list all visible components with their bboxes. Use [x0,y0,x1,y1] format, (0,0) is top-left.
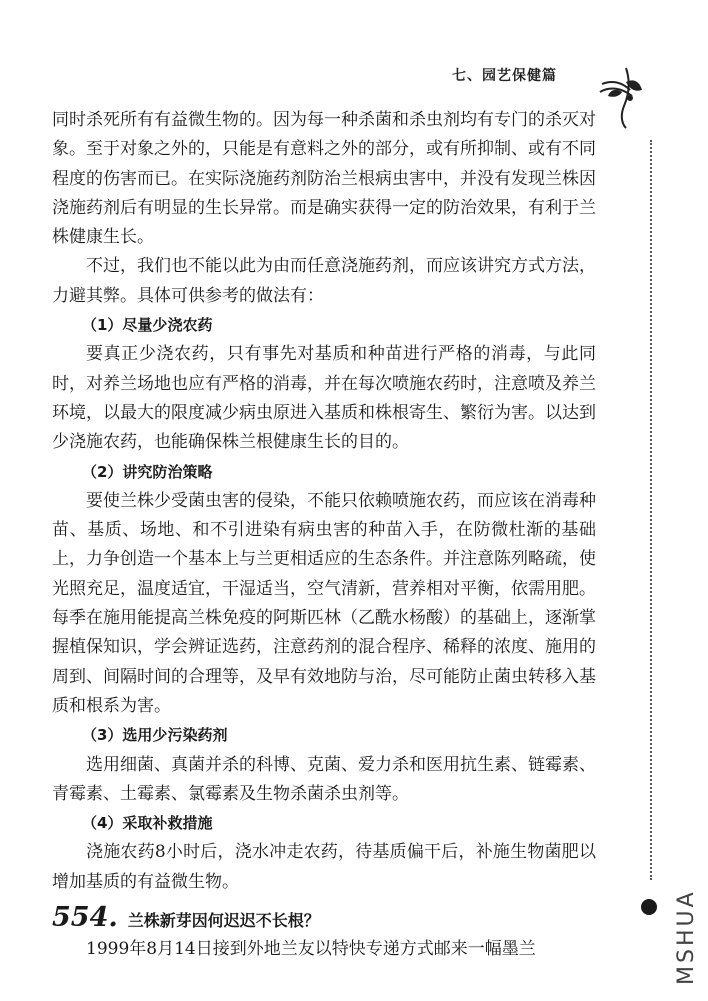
page-marker-dot [641,899,657,915]
subheading-4: （4）采取补救措施 [82,814,213,833]
watermark: MSHUA [674,889,699,985]
subheading-3: （3）选用少污染药剂 [82,726,228,745]
paragraph-s4: 浇施农药8小时后，浇水冲走农药，待基质偏干后，补施生物菌肥以增加基质的有益微生物。 [52,842,596,892]
orchid-ornament-icon [596,62,646,130]
question-heading [52,903,596,935]
question-title: 兰株新芽因何迟迟不长根？ [127,911,320,931]
question-number: 554. [52,902,118,934]
paragraph-s1: 要真正少浇农药，只有事先对基质和种苗进行严格的消毒，与此同时，对养兰场地也应有严格的消毒，并在每次喷施农药时，注意喷及养兰环境，以最大的限度减少病虫原进入基质和株根寄生、繁衍为害。以达到少浇施农药，也能确保株兰根健康生长的目的。 [52,344,596,453]
paragraph-1: 同时杀死所有有益微生物的。因为每一种杀菌和杀虫剂均有专门的杀灭对象。至于对象之外的，只能是有意料之外的部分，或有所抑制、或有不同程度的伤害而已。在实际浇施药剂防治兰根病虫害中，并没有发现兰株因浇施药剂后有明显的生长异常。而是确实获得一定的防治效果，有利于兰株健康生长。 [52,110,596,248]
section-label: 七、园艺保健篇 [452,68,557,84]
paragraph-s2: 要使兰株少受菌虫害的侵染，不能只依赖喷施农药，而应该在消毒种苗、基质、场地、和不引进染有病虫害的种苗入手，在防微杜渐的基础上，力争创造一个基本上与兰更相适应的生态条件。并注意陈列略疏，使光照充足，温度适宜，干湿适当，空气清新，营养相对平衡，依需用肥。每季在施用能提高兰株免疫的阿斯匹林（乙酰水杨酸）的基础上，逐渐掌握植保知识，学会辨证选药，注意药剂的混合程序、稀释的浓度、施用的周到、间隔时间的合理等，及早有效地防与治，尽可能防止菌虫转移入基质和根系为害。 [52,490,596,716]
subheading-1: （1）尽量少浇农药 [82,316,213,335]
margin-dotted-line [650,140,652,880]
subheading-2: （2）讲究防治策略 [82,462,213,481]
paragraph-tail: 1999年8月14日接到外地兰友以特快专递方式邮来一幅墨兰 [86,939,536,960]
paragraph-2: 不过，我们也不能以此为由而任意浇施药剂，而应该讲究方式方法，力避其弊。具体可供参考的做法有： [52,256,596,306]
paragraph-s3: 选用细菌、真菌并杀的科博、克菌、爱力杀和医用抗生素、链霉素、青霉素、土霉素、氯霉素及生物杀菌杀虫剂等。 [52,754,596,804]
main-text [52,106,596,965]
